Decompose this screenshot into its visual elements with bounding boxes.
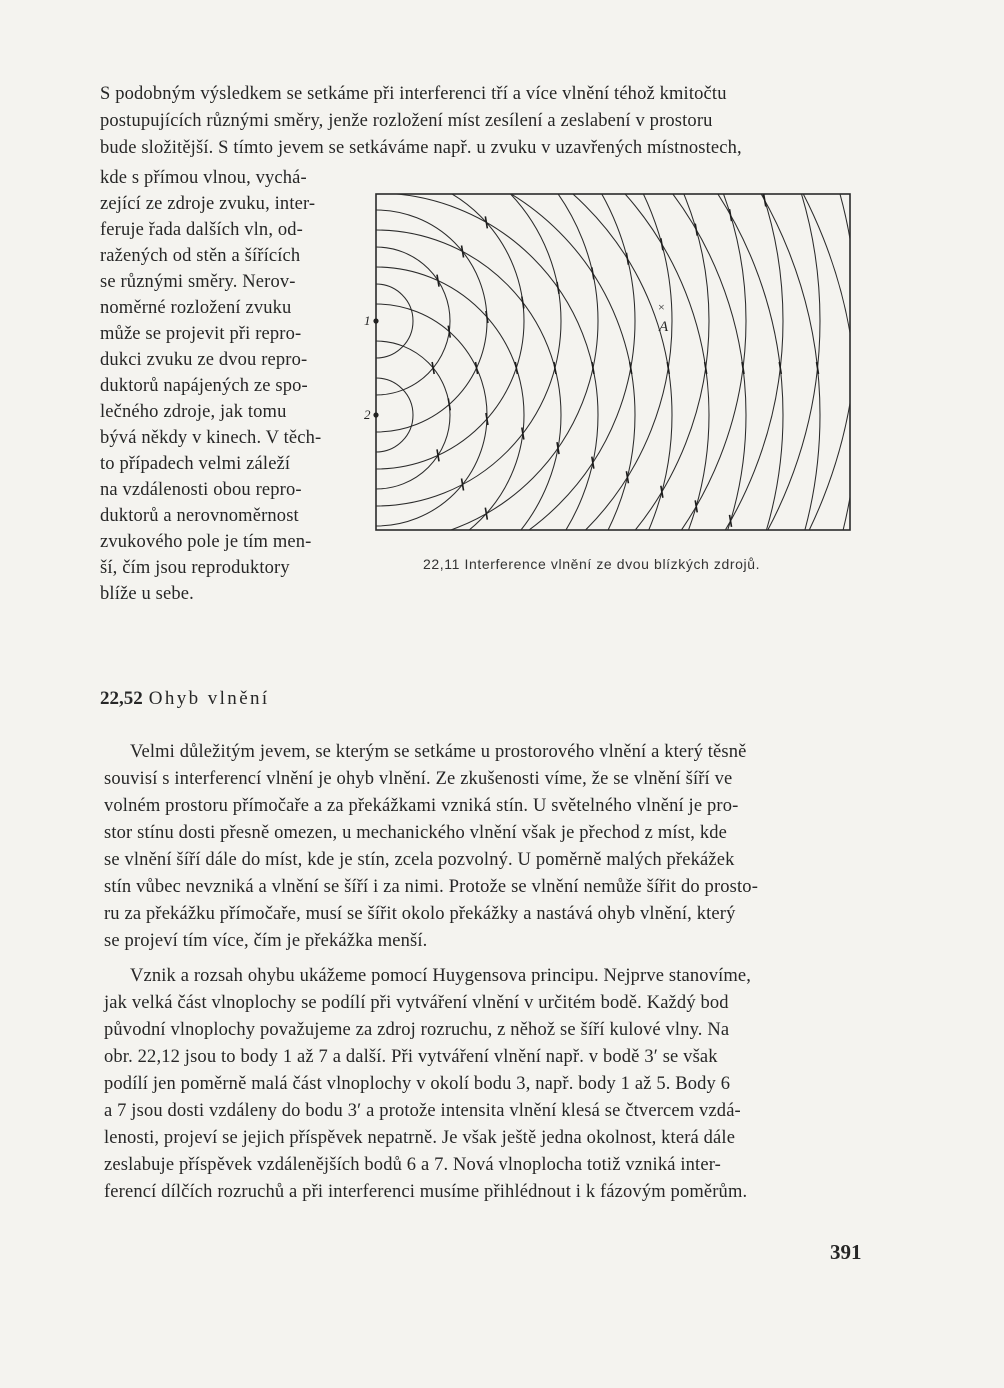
wave-front-circle [362,190,783,540]
interference-mark [515,362,517,374]
interference-mark [522,296,524,308]
figure-caption: 22,11 Interference vlnění ze dvou blízkých zdrojů. [423,556,761,572]
interference-mark [486,311,488,323]
interference-mark [592,267,594,279]
text-line: postupujících různými směry, jenže rozložení míst zesílení a zeslabení v prostoru [100,111,713,131]
interference-mark [730,209,732,221]
text-line: zvukového pole je tím men- [100,532,312,552]
wave-front-circle [362,267,524,540]
text-line: se různými směry. Nerov- [100,272,296,292]
interference-figure [362,190,862,540]
wave-front-circle [362,230,561,540]
interference-mark [764,195,766,207]
interference-mark [485,508,487,520]
wave-front-circle [362,190,857,540]
interference-mark [462,245,464,257]
text-line: zeslabuje příspěvek vzdálenějších bodů 6 a 7. Nová vlnoplocha totiž vzniká inter- [104,1155,721,1175]
interference-mark [557,282,559,294]
wave-front-circle [362,193,598,540]
interference-mark [462,479,464,491]
text-line: jak velká část vlnoplochy se podílí při vytváření vlnění v určitém bodě. Každý bod [104,993,729,1013]
text-line: feruje řada dalších vln, od- [100,220,303,240]
text-line: obr. 22,12 jsou to body 1 až 7 a další. Při vytváření vlnění např. v bodě 3′ se však [104,1047,718,1067]
text-line: zející ze zdroje zvuku, inter- [100,194,316,214]
wave-front-circle [362,190,709,540]
text-line: bude složitější. S tímto jevem se setkáváme např. u zvuku v uzavřených místnostech, [100,138,742,158]
section-heading [100,688,270,710]
section-title: Ohyb vlnění [148,688,270,709]
text-line: duktorů a nerovnoměrnost [100,506,299,526]
interference-mark [661,238,663,250]
text-line: duktorů napájených ze spo- [100,376,308,396]
text-line: bývá někdy v kinech. V těch- [100,428,322,448]
text-line: lečného zdroje, jak tomu [100,402,287,422]
text-line: lenosti, projeví se jejich příspěvek nepatrně. Je však ještě jedna okolnost, která dále [104,1128,736,1148]
interference-mark [437,275,439,287]
interference-mark [626,253,628,265]
text-line: ru za překážku přímočaře, musí se šířit okolo překážky a nastává ohyb vlnění, který [104,904,736,924]
interference-marks [432,195,818,527]
wave-front-circle [362,190,709,540]
text-line: blíže u sebe. [100,584,194,604]
text-line: podílí jen poměrně malá část vlnoplochy v okolí bodu 3, např. body 1 až 5. Body 6 [104,1074,731,1094]
wave-fronts [362,190,857,540]
point-a-label: A [659,319,669,335]
interference-mark [437,449,439,461]
text-line: stor stínu dosti přesně omezen, u mechanického vlnění však je přechod z míst, kde [104,823,728,843]
source-1-dot [373,318,378,323]
text-line: může se projevit při repro- [100,324,302,344]
text-line: Velmi důležitým jevem, se kterým se setkáme u prostorového vlnění a který těsně [130,742,747,762]
text-line: na vzdálenosti obou repro- [100,480,302,500]
text-line: ferencí dílčích rozruchů a při interferenci musíme přihlédnout i k fázovým poměrům. [104,1182,748,1202]
text-line: původní vlnoplochy považujeme za zdroj rozruchu, z něhož se šíří kulové vlny. Na [104,1020,730,1040]
text-line: stín vůbec nevzniká a vlnění se šíří i za nimi. Protože se vlnění nemůže šířit do prosto- [104,877,759,897]
text-line: souvisí s interferencí vlnění je ohyb vlnění. Ze zkušenosti víme, že se vlnění šíří ve [104,769,733,789]
text-line: to případech velmi záleží [100,454,291,474]
interference-mark [476,362,478,374]
source-2-label: 2 [364,407,371,422]
section-number: 22,52 [100,688,143,709]
interference-mark [695,224,697,236]
wave-front-circle [362,210,487,432]
text-line: a 7 jsou dosti vzdáleny do bodu 3′ a protože intensita vlnění klesá se čtvercem vzdá- [104,1101,741,1121]
text-line: volném prostoru přímočaře a za překážkami vzniká stín. U světelného vlnění je pro- [104,796,739,816]
text-line: ražených od stěn a šířících [100,246,301,266]
page-number: 391 [830,1240,862,1264]
text-line: dukci zvuku ze dvou repro- [100,350,308,370]
point-marker: × [658,300,665,314]
wave-front-circle [362,190,561,506]
wave-front-circle [362,190,857,540]
wave-front-circle [362,190,783,540]
text-line: Vznik a rozsah ohybu ukážeme pomocí Huygensova principu. Nejprve stanovíme, [130,966,752,986]
interference-mark [432,362,434,374]
text-line: noměrné rozložení zvuku [100,298,292,318]
text-line: kde s přímou vlnou, vychá- [100,168,307,188]
text-line: se vlnění šíří dále do míst, kde je stín, zcela pozvolný. U poměrně malých překážek [104,850,735,870]
interference-mark [485,216,487,228]
wave-front-circle [362,190,598,540]
text-line: se projeví tím více, čím je překážka menší. [104,931,428,951]
interference-mark [448,398,450,410]
wave-front-circle [362,304,487,526]
source-2-dot [373,412,378,417]
text-line: ší, čím jsou reproduktory [100,558,290,578]
source-1-label: 1 [364,313,371,328]
text-line: S podobným výsledkem se setkáme při interferenci tří a více vlnění téhož kmitočtu [100,84,727,104]
